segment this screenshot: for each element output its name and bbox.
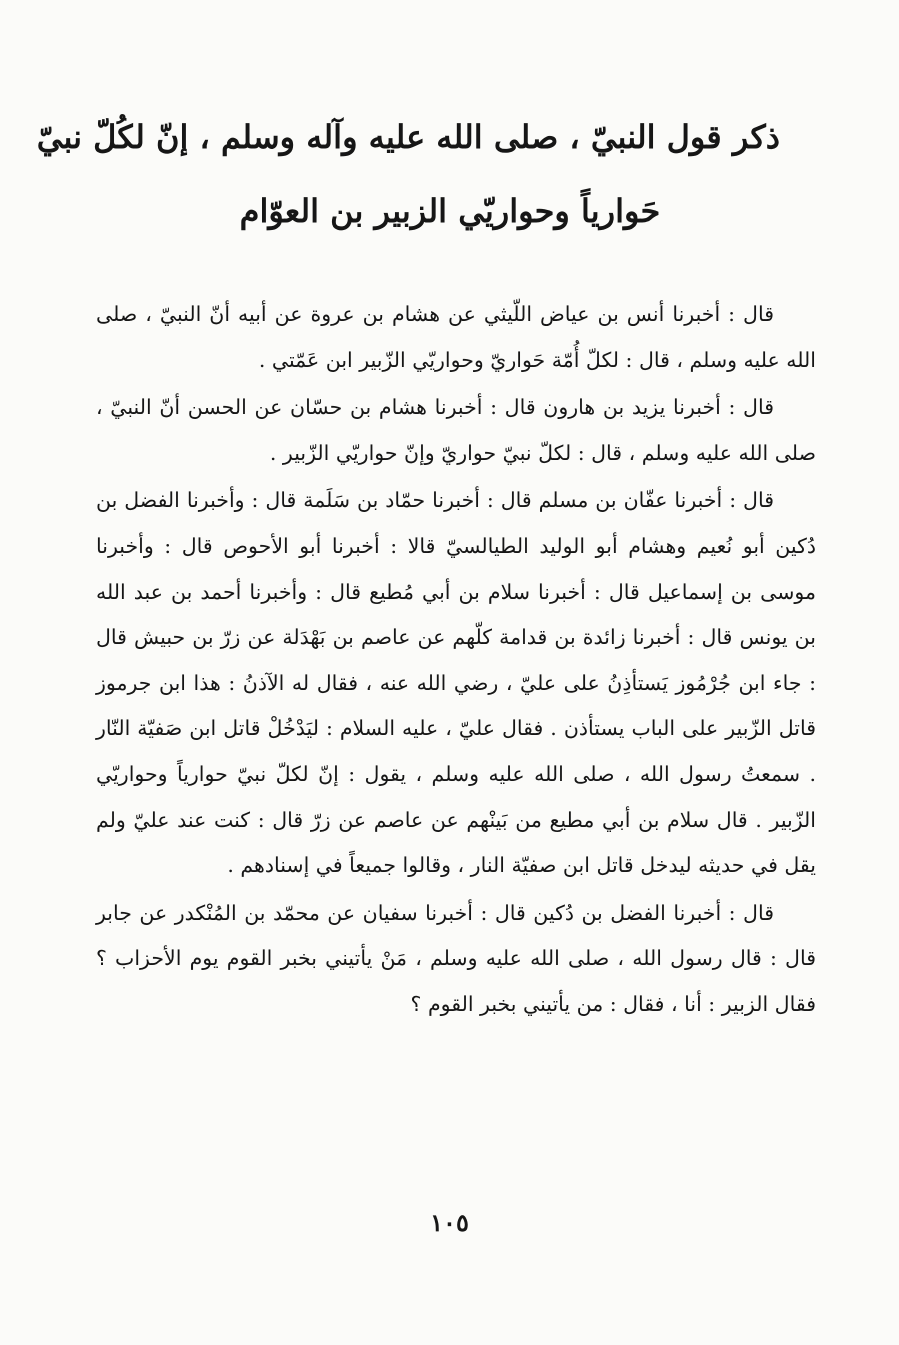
paragraph-4: قال : أخبرنا الفضل بن دُكين قال : أخبرنا سفيان عن محمّد بن المُنْكدر عن جابر قال : قال رسول الله ، صلى الله عليه وسلم ، مَنْ يأتيني بخبر القوم يوم الأحزاب ؟ فقال الزبير : أنا ، فقال : من يأتيني بخبر القوم ؟ <box>96 900 816 1016</box>
paragraph-1: قال : أخبرنا أنس بن عياض اللّيثي عن هشام بن عروة عن أبيه أنّ النبيّ ، صلى الله عليه وسلم ، قال : لكلّ أُمّة حَواريّ وحواريّي الزّبير ابن عَمّتي . <box>96 302 816 372</box>
chapter-heading-line-1: ذكر قول النبيّ ، صلى الله عليه وآله وسلم ، إنّ لكُلّ نبيّ <box>36 118 780 156</box>
paragraph-3: قال : أخبرنا عفّان بن مسلم قال : أخبرنا حمّاد بن سَلَمة قال : وأخبرنا الفضل بن دُكين أبو نُعيم وهشام أبو الوليد الطيالسيّ قالا : أخبرنا أبو الأحوص قال : وأخبرنا موسى بن إسماعيل قال : أخبرنا سلام بن أبي مُطيع قال : وأخبرنا أحمد بن عبد الله بن يونس قال : أخبرنا زائدة بن قدامة كلّهم عن عاصم بن بَهْدَلة عن زرّ بن حبيش قال : جاء ابن جُرْمُوز يَستأذِنُ على عليّ ، رضي الله عنه ، فقال له الآذنُ : هذا ابن جرموز قاتل الزّبير على الباب يستأذن . فقال عليّ ، عليه السلام : ليَدْخُلْ قاتل ابن صَفيّة النّار . سمعتُ رسول الله ، صلى الله عليه وسلم ، يقول : إنّ لكلّ نبيّ حوارياً وحواريّي الزّبير . قال سلام بن أبي مطيع من بَينْهم عن عاصم عن زرّ قال : كنت عند عليّ ولم يقل في حديثه ليدخل قاتل ابن صفيّة النار ، وقالوا جميعاً في إسنادهم . <box>96 488 816 878</box>
paragraph-2: قال : أخبرنا يزيد بن هارون قال : أخبرنا هشام بن حسّان عن الحسن أنّ النبيّ ، صلى الله عليه وسلم ، قال : لكلّ نبيّ حواريّ وإنّ حواريّي الزّبير . <box>96 395 816 465</box>
page-number: ١٠٥ <box>430 1208 469 1237</box>
chapter-heading-line-2: حَوارياً وحواريّي الزبير بن العوّام <box>239 192 661 230</box>
body-text <box>96 292 816 1030</box>
